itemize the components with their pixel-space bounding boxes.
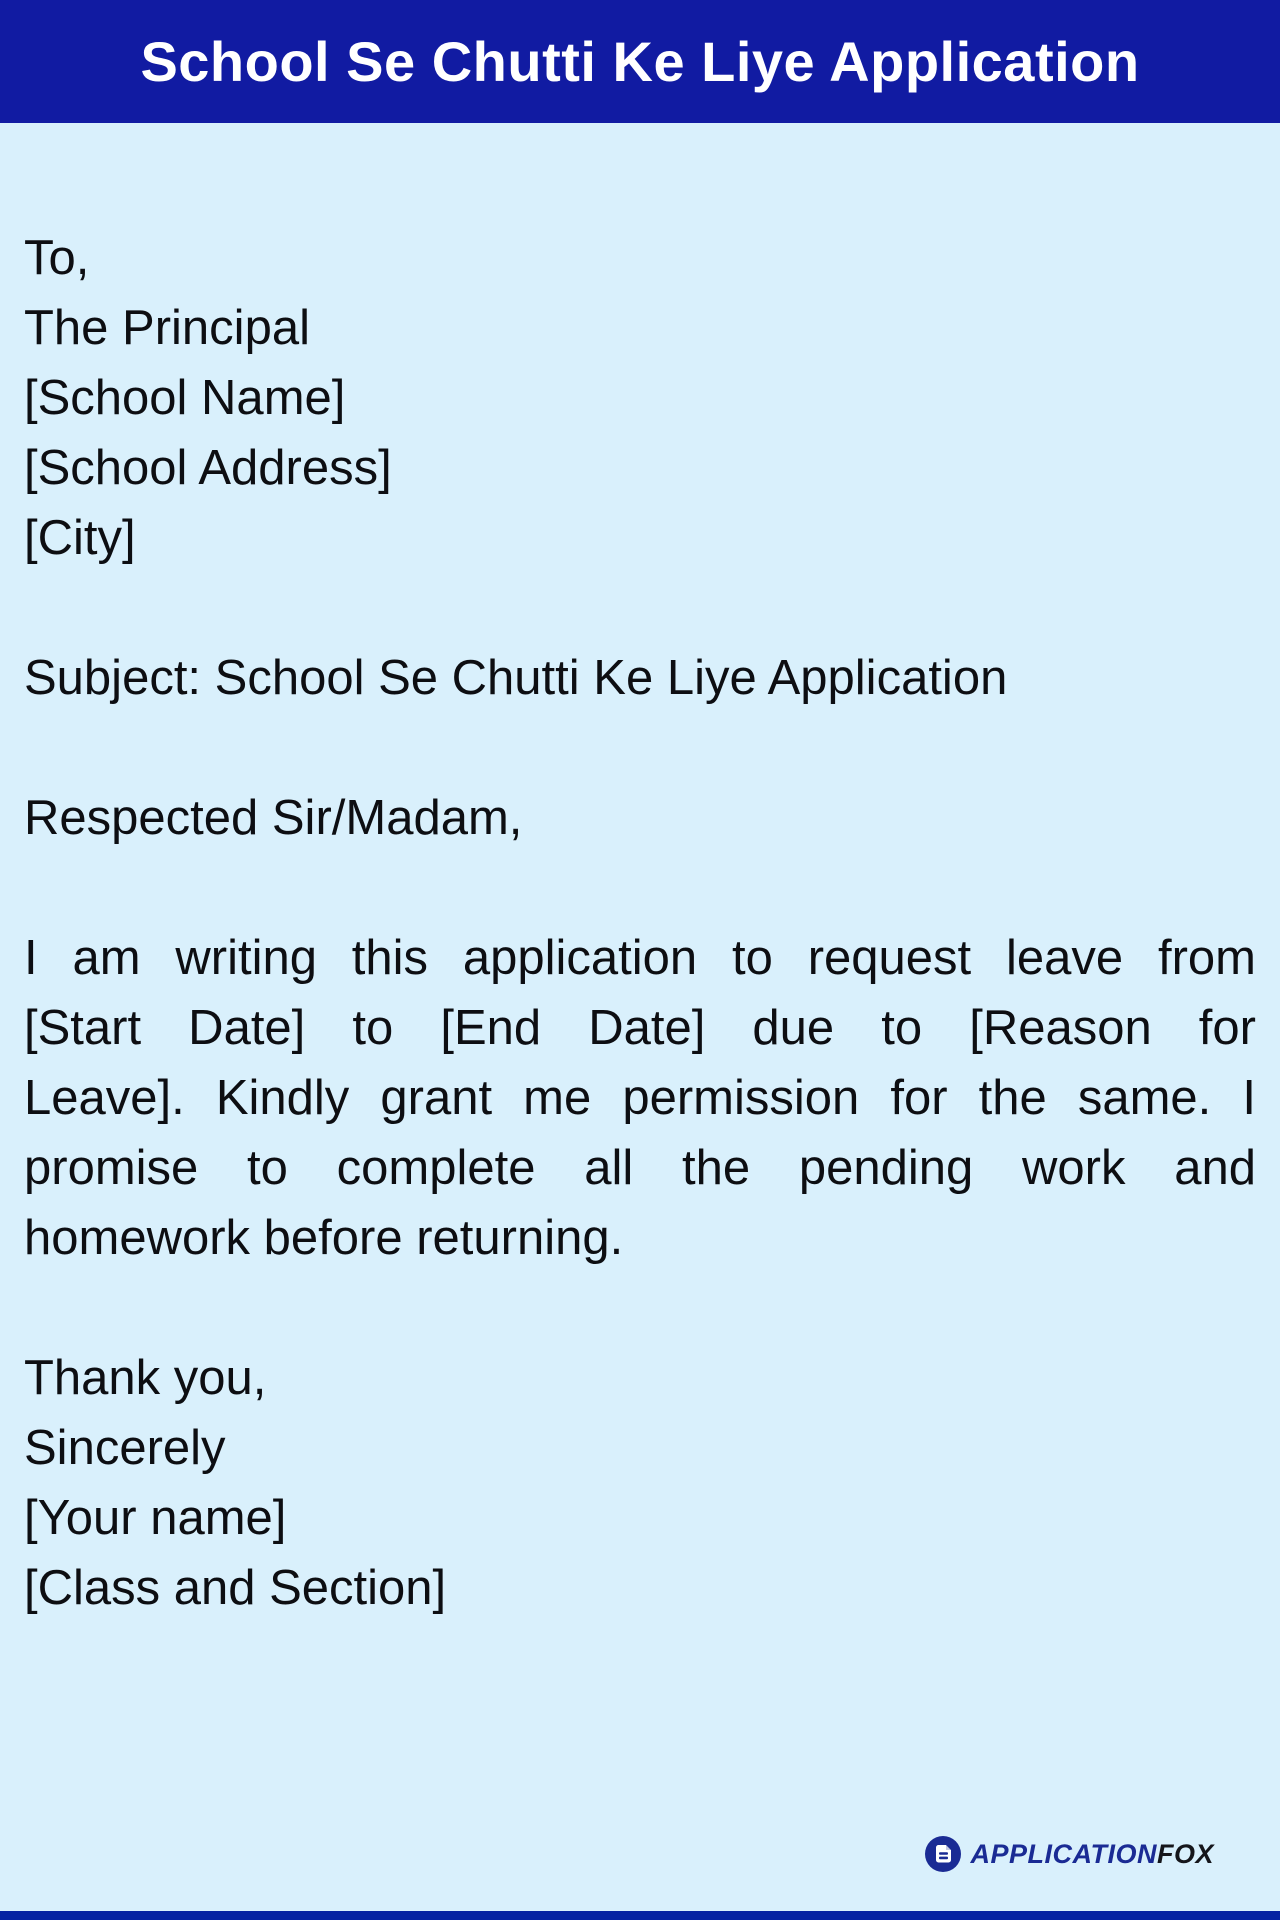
logo-brand-secondary: FOX	[1156, 1838, 1214, 1869]
paragraph-line: homework before returning.	[24, 1211, 624, 1265]
paragraph-line: promise to complete all the pending work and	[24, 1141, 1256, 1195]
address-line: [School Address]	[24, 441, 392, 495]
paragraph-line: Leave]. Kindly grant me permission for the same. I	[24, 1071, 1256, 1125]
logo-text	[970, 1839, 1214, 1870]
page-title: School Se Chutti Ke Liye Application	[140, 30, 1140, 93]
closing-line: [Class and Section]	[24, 1561, 447, 1615]
subject-line: Subject: School Se Chutti Ke Liye Application	[24, 651, 1008, 705]
logo-brand-primary: APPLICATION	[970, 1838, 1157, 1869]
address-block	[24, 223, 1256, 573]
closing-line: Thank you,	[24, 1351, 267, 1405]
paragraph-line: I am writing this application to request leave from	[24, 931, 1256, 985]
applicationfox-logo	[925, 1836, 1214, 1872]
closing-line: Sincerely	[24, 1421, 226, 1475]
address-line: [School Name]	[24, 371, 346, 425]
address-line: To,	[24, 231, 90, 285]
salutation: Respected Sir/Madam,	[24, 791, 523, 845]
closing-block	[24, 1343, 1256, 1623]
document-icon	[925, 1836, 961, 1872]
bottom-bar	[0, 1911, 1280, 1920]
address-line: [City]	[24, 511, 136, 565]
header-bar	[0, 0, 1280, 123]
paragraph-line: [Start Date] to [End Date] due to [Reason for	[24, 1001, 1256, 1055]
address-line: The Principal	[24, 301, 310, 355]
letter-body	[0, 123, 1280, 1623]
closing-line: [Your name]	[24, 1491, 287, 1545]
body-paragraph	[24, 923, 1256, 1273]
